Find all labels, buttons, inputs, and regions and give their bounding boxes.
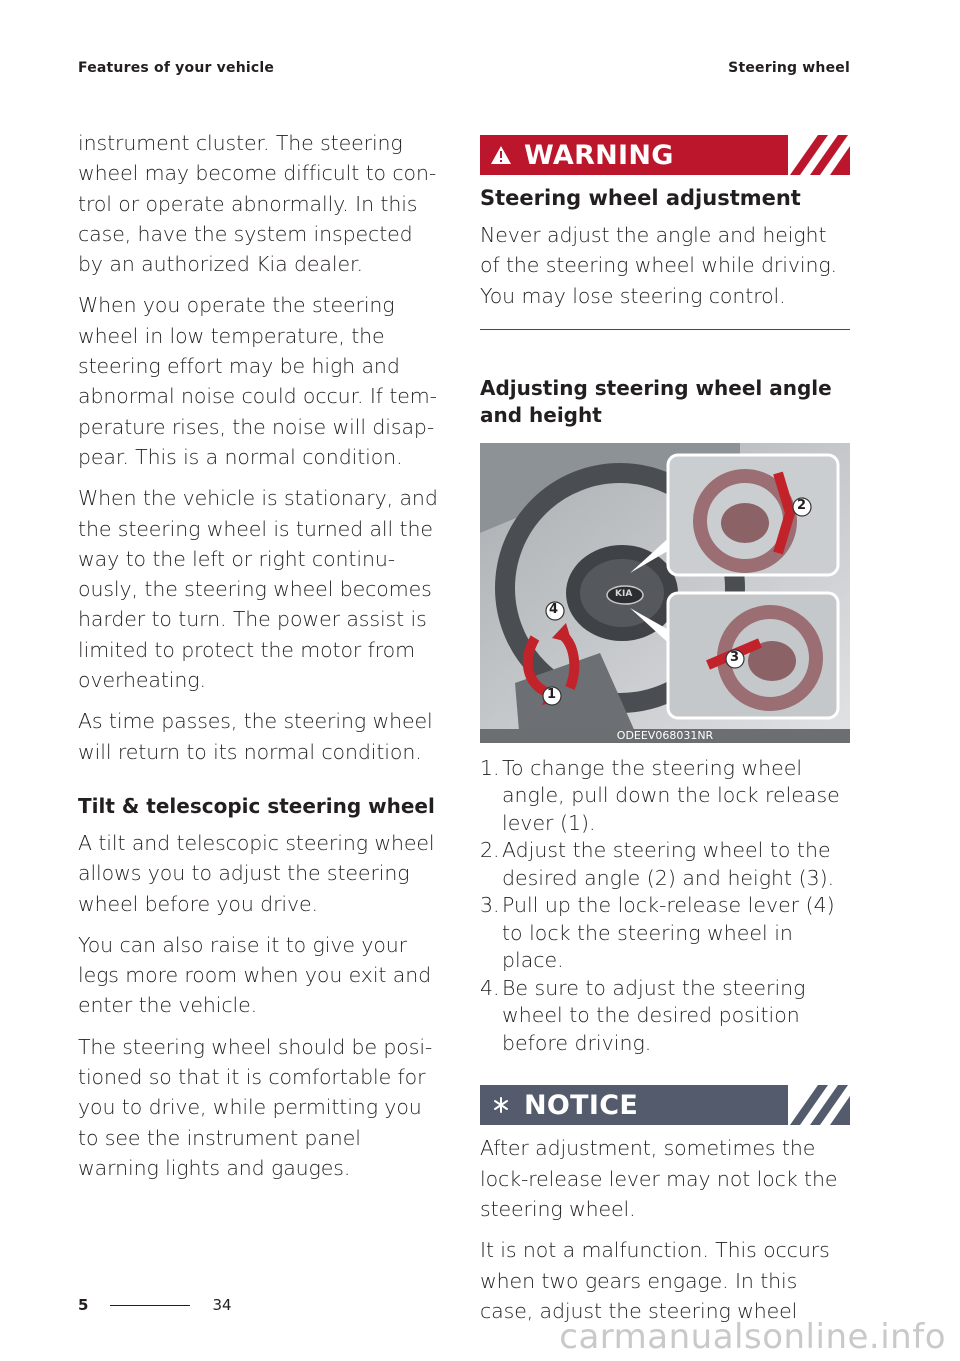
kia-emblem: KIA — [615, 588, 633, 599]
paragraph: instrument cluster. The steering wheel may become difficult to con- trol or operate abnormally. In this case, have the system inspected by an authorized Kia dealer. — [78, 131, 437, 277]
warning-title: Steering wheel adjustment — [480, 186, 801, 210]
notice-paragraph: After adjustment, sometimes the lock-release lever may not lock the steering wheel. — [480, 1136, 838, 1221]
figure-callout-3: 3 — [730, 649, 740, 665]
figure-callout-4: 4 — [549, 601, 559, 617]
page-footer — [78, 1296, 232, 1314]
warning-text: Never adjust the angle and height of the steering wheel while driving. You may lose steering control. — [480, 223, 837, 308]
paragraph: As time passes, the steering wheel will return to its normal condition. — [78, 709, 433, 764]
warning-triangle-icon — [490, 145, 512, 165]
page-number: 34 — [212, 1296, 232, 1314]
paragraph: When the vehicle is stationary, and the steering wheel is turned all the way to the left or right continu- ously, the steering wheel becomes harder to turn. The power assist is limited to protect the motor from overheating. — [78, 486, 438, 693]
notice-label: NOTICE — [524, 1089, 639, 1121]
asterisk-icon — [490, 1095, 512, 1115]
list-item: 3. Pull up the lock-release lever (4) to lock the steering wheel in place. — [480, 893, 835, 973]
right-column — [480, 135, 850, 1337]
adjustment-steps-list — [480, 755, 850, 1058]
list-item: 4. Be sure to adjust the steering wheel to the desired position before driving. — [480, 975, 806, 1055]
section-heading-tilt-telescopic: Tilt & telescopic steering wheel — [78, 793, 435, 818]
warning-banner — [480, 135, 850, 175]
figure-callout-1: 1 — [547, 686, 557, 702]
list-item: 1. To change the steering wheel angle, pull down the lock release lever (1). — [480, 755, 840, 835]
paragraph: The steering wheel should be posi- tioned so that it is comfortable for you to drive, while permitting you to see the instrument panel warning lights and gauges. — [78, 1034, 433, 1180]
warning-label: WARNING — [524, 139, 674, 171]
paragraph: You can also raise it to give your legs more room when you exit and enter the vehicle. — [78, 932, 432, 1018]
notice-paragraph: It is not a malfunction. This occurs when two gears engage. In this case, adjust the steering wheel — [480, 1238, 830, 1323]
figure-caption: ODEEV068031NR — [480, 729, 850, 743]
warning-divider — [480, 329, 850, 330]
steering-adjustment-illustration — [480, 443, 850, 743]
left-column — [78, 128, 440, 1194]
section-heading-adjusting: Adjusting steering wheel angle and height — [480, 375, 832, 427]
site-watermark: carmanualsonline.info — [559, 1317, 946, 1357]
chapter-number: 5 — [78, 1296, 89, 1314]
banner-slashes-decoration — [788, 1085, 850, 1125]
figure-callout-2: 2 — [797, 497, 807, 513]
running-header-topic: Steering wheel — [728, 60, 850, 76]
running-header-section: Features of your vehicle — [78, 60, 275, 76]
banner-slashes-decoration — [788, 135, 850, 175]
footer-rule — [110, 1305, 190, 1306]
notice-banner — [480, 1085, 850, 1125]
paragraph: A tilt and telescopic steering wheel allows you to adjust the steering wheel before you drive. — [78, 830, 435, 916]
list-item: 2. Adjust the steering wheel to the desired angle (2) and height (3). — [480, 838, 835, 890]
paragraph: When you operate the steering wheel in low temperature, the steering effort may be high and abnormal noise could occur. If tem- perature rises, the noise will disap- pear. This is a normal condition. — [78, 293, 437, 469]
